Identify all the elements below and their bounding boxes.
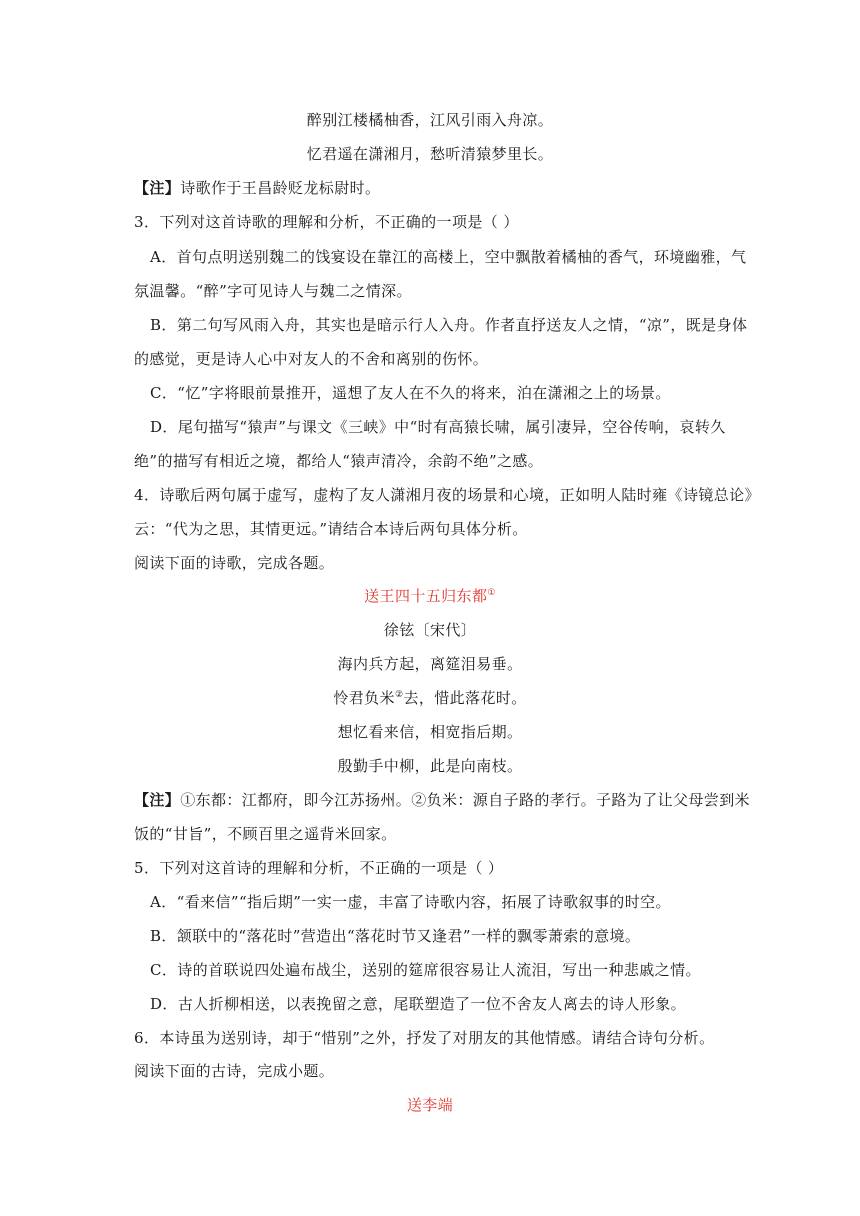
poem2-line-1: 海内兵方起，离筵泪易垂。 (337, 655, 523, 673)
q3-option-d-line1: D．尾句描写“猿声”与课文《三峡》中“时有高猿长啸，属引凄异，空谷传响，哀转久 (150, 418, 726, 436)
reading-intro-2: 阅读下面的诗歌，完成各题。 (134, 554, 335, 572)
q5-option-d: D．古人折柳相送，以表挽留之意，尾联塑造了一位不舍友人离去的诗人形象。 (150, 995, 687, 1013)
q5-option-b: B．颔联中的“落花时”营造出“落花时节又逢君”一样的飘零萧索的意境。 (150, 927, 641, 945)
poem2-note-line2: 饭的“甘旨”，不顾百里之遥背米回家。 (134, 825, 397, 843)
poem2-line-2-a: 怜君负米 (333, 689, 395, 707)
poem2-line-3: 想忆看来信，相宽指后期。 (337, 723, 523, 741)
q3-option-b-line1: B．第二句写风雨入舟，其实也是暗示行人入舟。作者直抒送友人之情，“凉”，既是身体 (150, 316, 748, 334)
poem2-note-line1 (134, 790, 750, 810)
q3-option-a-line1: A．首句点明送别魏二的饯宴设在靠江的高楼上，空中飘散着橘柚的香气，环境幽雅，气 (150, 248, 747, 266)
poem2-line-2-footnote: ② (394, 690, 404, 700)
poem2-line-4: 殷勤手中柳，此是向南枝。 (337, 757, 523, 775)
poem1-line-2: 忆君遥在潇湘月，愁听清猿梦里长。 (306, 145, 554, 163)
reading-intro-3: 阅读下面的古诗，完成小题。 (134, 1062, 335, 1080)
q3-option-d-line2: 绝”的描写有相近之境，都给人“猿声清冷，余韵不绝”之感。 (134, 452, 544, 470)
q3-stem: 3．下列对这首诗歌的理解和分析，不正确的一项是（ ） (134, 213, 519, 231)
note-tag: 【注】 (134, 179, 181, 197)
note-tag: 【注】 (134, 791, 181, 809)
poem1-line-1: 醉别江楼橘柚香，江风引雨入舟凉。 (306, 111, 554, 129)
poem2-title (0, 586, 860, 606)
note-text: 诗歌作于王昌龄贬龙标尉时。 (180, 179, 381, 197)
q3-option-c: C．“忆”字将眼前景推开，遥想了友人在不久的将来，泊在潇湘之上的场景。 (150, 384, 671, 402)
poem1-note (134, 178, 380, 198)
poem2-line-2 (0, 688, 860, 708)
poem2-title-text: 送王四十五归东都 (364, 587, 488, 605)
poem2-author: 徐铉〔宋代〕 (383, 621, 477, 639)
note-text: ①东都：江都府，即今江苏扬州。②负米：源自子路的孝行。子路为了让父母尝到米 (180, 791, 751, 809)
poem2-line-2-b: 去，惜此落花时。 (403, 689, 527, 707)
poem3-title: 送李端 (406, 1096, 454, 1114)
q5-option-a: A．“看来信”“指后期”一实一虚，丰富了诗歌内容，拓展了诗歌叙事的时空。 (150, 893, 671, 911)
q5-stem: 5．下列对这首诗的理解和分析，不正确的一项是（ ） (134, 859, 504, 877)
poem2-title-footnote: ① (487, 588, 496, 598)
q3-option-b-line2: 的感觉，更是诗人心中对友人的不舍和离别的伤怀。 (134, 350, 489, 368)
q3-option-a-line2: 氛温馨。“醉”字可见诗人与魏二之情深。 (134, 282, 412, 300)
q5-option-c: C．诗的首联说四处遍布战尘，送别的筵席很容易让人流泪，写出一种悲戚之情。 (150, 961, 701, 979)
q4-line2: 云：“代为之思，其情更远。”请结合本诗后两句具体分析。 (134, 520, 528, 538)
q6-line1: 6．本诗虽为送别诗，却于“惜别”之外，抒发了对朋友的其他情感。请结合诗句分析。 (134, 1029, 715, 1047)
q4-line1: 4．诗歌后两句属于虚写，虚构了友人潇湘月夜的场景和心境，正如明人陆时雍《诗镜总论》 (134, 486, 760, 504)
